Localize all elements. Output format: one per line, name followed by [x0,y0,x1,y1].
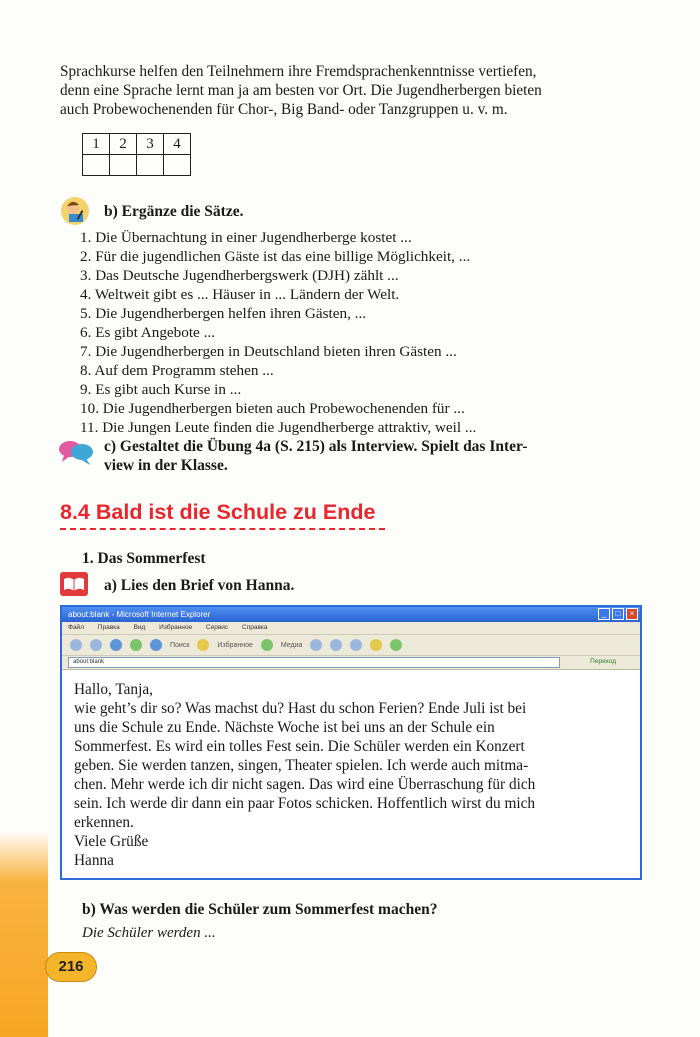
letter-line: uns die Schule zu Ende. Nächste Woche ist bei uns an der Schule ein [74,719,495,736]
stop-icon[interactable] [110,639,122,651]
intro-line: denn eine Sprache lernt man ja am besten vor Ort. Die Jugendherbergen bieten [60,82,542,99]
answer-header-cell: 1 [83,134,110,155]
answer-header-cell: 3 [137,134,164,155]
exercise-heading: 1. Das Sommerfest [82,550,206,567]
minimize-button[interactable]: _ [598,608,610,620]
intro-paragraph [60,62,650,119]
list-item: 4. Weltweit gibt es ... Häuser in ... Ländern der Welt. [80,286,400,303]
home-icon[interactable] [150,639,162,651]
dialogue-bubbles-icon [58,438,94,470]
task-c-heading [104,437,652,475]
list-item: 9. Es gibt auch Kurse in ... [80,381,242,398]
task-b2-starter: Die Schüler werden ... [82,925,216,941]
answer-blank-cell[interactable] [164,155,191,176]
menu-item[interactable]: Файл [68,624,84,631]
answer-header-cell: 2 [110,134,137,155]
browser-titlebar [62,607,640,622]
open-book-icon [60,572,88,600]
list-item: 3. Das Deutsche Jugendherbergswerk (DJH) zählt ... [80,267,399,284]
page-number: 216 [45,952,97,982]
sentence-list [80,228,476,437]
history-icon[interactable] [310,639,322,651]
letter-body [62,670,640,870]
letter-line: erkennen. [74,814,134,831]
answer-table [82,133,191,176]
answer-header-cell: 4 [164,134,191,155]
answer-blank-cell[interactable] [83,155,110,176]
task-c-line: c) Gestaltet die Übung 4a (S. 215) als Interview. Spielt das Inter- [104,438,528,455]
menu-item[interactable]: Правка [97,624,120,631]
list-item: 2. Für die jugendlichen Gäste ist das eine billige Möglichkeit, ... [80,248,471,265]
answer-blank-cell[interactable] [137,155,164,176]
intro-line: auch Probewochenenden für Chor-, Big Band- oder Tanzgruppen u. v. m. [60,101,508,118]
back-icon[interactable] [70,639,82,651]
list-item: 8. Auf dem Programm stehen ... [80,362,274,379]
address-bar [62,656,640,670]
list-item: 10. Die Jugendherbergen bieten auch Probewochenenden für ... [80,400,465,417]
browser-title: about:blank - Microsoft Internet Explorer [68,610,211,619]
student-writing-icon [60,196,90,230]
menu-item[interactable]: Избранное [159,624,193,631]
intro-line: Sprachkurse helfen den Teilnehmern ihre Fremdsprachenkenntnisse vertiefen, [60,63,537,80]
search-button[interactable]: Поиск [170,641,190,649]
go-button[interactable]: Переход [590,658,616,665]
letter-closing: Viele Grüße [74,833,149,850]
address-input[interactable]: about:blank [68,657,560,668]
letter-line: wie geht’s dir so? Was machst du? Hast du schon Ferien? Ende Juli ist bei [74,700,527,717]
list-item: 5. Die Jugendherbergen helfen ihren Gästen, ... [80,305,367,322]
maximize-button[interactable]: □ [612,608,624,620]
section-title: 8.4 Bald ist die Schule zu Ende [60,500,376,524]
letter-line: sein. Ich werde dir dann ein paar Fotos schicken. Hoffentlich wirst du mich [74,795,536,812]
list-item: 11. Die Jungen Leute finden die Jugendherberge attraktiv, weil ... [80,419,477,436]
menu-item[interactable]: Справка [242,624,268,631]
task-a-heading: a) Lies den Brief von Hanna. [104,577,295,594]
letter-line: Sommerfest. Es wird ein tolles Fest sein. Die Schüler werden ein Konzert [74,738,525,755]
list-item: 1. Die Übernachtung in einer Jugendherberge kostet ... [80,229,412,246]
browser-window [60,605,642,880]
media-icon[interactable] [261,639,273,651]
menu-item[interactable]: Вид [133,624,146,631]
task-b-heading: b) Ergänze die Sätze. [104,203,244,220]
task-c-line: view in der Klasse. [104,457,228,474]
close-button[interactable]: × [626,608,638,620]
task-b2-heading: b) Was werden die Schüler zum Sommerfest machen? [82,901,438,918]
print-icon[interactable] [350,639,362,651]
letter-line: chen. Mehr werde ich dir nicht sagen. Das wird eine Überraschung für dich [74,776,536,793]
refresh-icon[interactable] [130,639,142,651]
favorites-button[interactable]: Избранное [217,641,253,649]
messenger-icon[interactable] [390,639,402,651]
browser-toolbar [62,635,640,656]
mail-icon[interactable] [330,639,342,651]
answer-blank-cell[interactable] [110,155,137,176]
folder-icon[interactable] [370,639,382,651]
favorites-star-icon[interactable] [197,639,209,651]
letter-signature: Hanna [74,852,114,869]
browser-menubar [62,622,640,635]
letter-greeting: Hallo, Tanja, [74,681,153,698]
letter-line: geben. Sie werden tanzen, singen, Theater spielen. Ich werde auch mitma- [74,757,529,774]
page-side-stripe [0,830,48,1037]
forward-icon[interactable] [90,639,102,651]
media-button[interactable]: Медиа [280,641,303,649]
menu-item[interactable]: Сервис [205,624,229,631]
section-divider [60,528,385,530]
list-item: 6. Es gibt Angebote ... [80,324,215,341]
list-item: 7. Die Jugendherbergen in Deutschland bieten ihren Gästen ... [80,343,457,360]
